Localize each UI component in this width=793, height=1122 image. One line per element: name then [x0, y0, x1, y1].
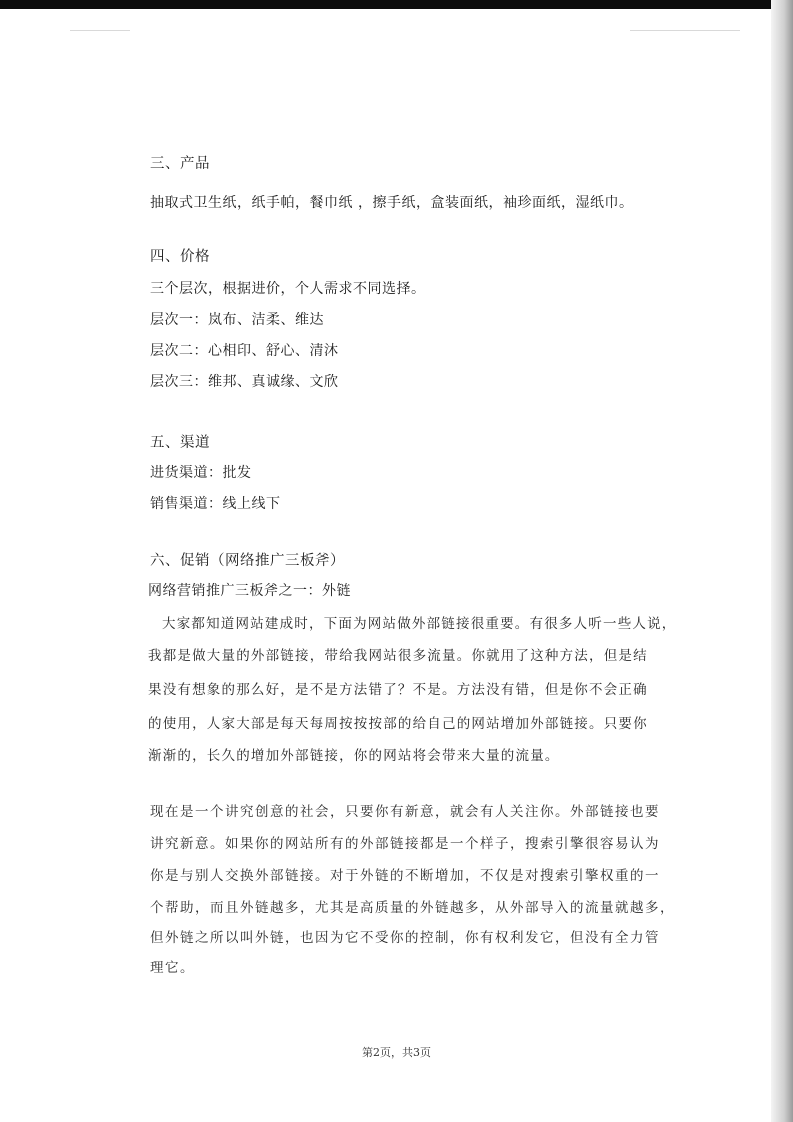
promotion-subheading: 网络营销推广三板斧之一：外链 [148, 583, 351, 599]
price-tier-2: 层次二：心相印、舒心、清沐 [150, 343, 339, 359]
paragraph-1-line: 我都是做大量的外部链接，带给我网站很多流量。你就用了这种方法，但是结 [148, 648, 648, 664]
price-tier-1: 层次一：岚布、洁柔、维达 [150, 312, 324, 328]
paragraph-2-line: 现在是一个讲究创意的社会，只要你有新意，就会有人关注你。外部链接也要 [150, 804, 660, 820]
section-heading-promotion: 六、促销（网络推广三板斧） [150, 553, 345, 569]
page-number: 第2页，共3页 [362, 1046, 431, 1059]
section-heading-price: 四、价格 [150, 249, 210, 265]
paragraph-2-line: 讲究新意。如果你的网站所有的外部链接都是一个样子，搜索引擎很容易认为 [150, 836, 660, 852]
paragraph-1-line: 果没有想象的那么好，是不是方法错了？不是。方法没有错，但是你不会正确 [148, 682, 648, 698]
price-intro: 三个层次，根据进价，个人需求不同选择。 [150, 281, 426, 297]
scan-right-border [771, 0, 793, 1122]
section-heading-channels: 五、渠道 [150, 435, 210, 451]
paragraph-1-line: 渐渐的，长久的增加外部链接，你的网站将会带来大量的流量。 [148, 748, 560, 764]
paragraph-1-line: 大家都知道网站建成时，下面为网站做外部链接很重要。有很多人听一些人说， [162, 616, 677, 632]
section-heading-products: 三、产品 [150, 156, 210, 172]
sales-channel: 销售渠道：线上线下 [150, 496, 281, 512]
scan-top-border [0, 0, 793, 9]
price-tier-3: 层次三：维邦、真诚缘、文欣 [150, 374, 339, 390]
scan-artifact [70, 30, 130, 31]
products-list: 抽取式卫生纸，纸手帕，餐巾纸 ，擦手纸，盒装面纸，袖珍面纸，湿纸巾。 [150, 195, 634, 211]
paragraph-2-line: 但外链之所以叫外链，也因为它不受你的控制，你有权利发它，但没有全力管 [150, 930, 660, 946]
paragraph-2-line: 你是与别人交换外部链接。对于外链的不断增加，不仅是对搜索引擎权重的一 [150, 868, 660, 884]
paragraph-1-line: 的使用，人家大部是每天每周按按按部的给自己的网站增加外部链接。只要你 [148, 716, 648, 732]
paragraph-2-line: 理它。 [150, 960, 195, 976]
scan-artifact [630, 30, 740, 31]
paragraph-2-line: 个帮助，而且外链越多，尤其是高质量的外链越多，从外部导入的流量就越多， [150, 900, 675, 916]
purchase-channel: 进货渠道：批发 [150, 465, 252, 481]
